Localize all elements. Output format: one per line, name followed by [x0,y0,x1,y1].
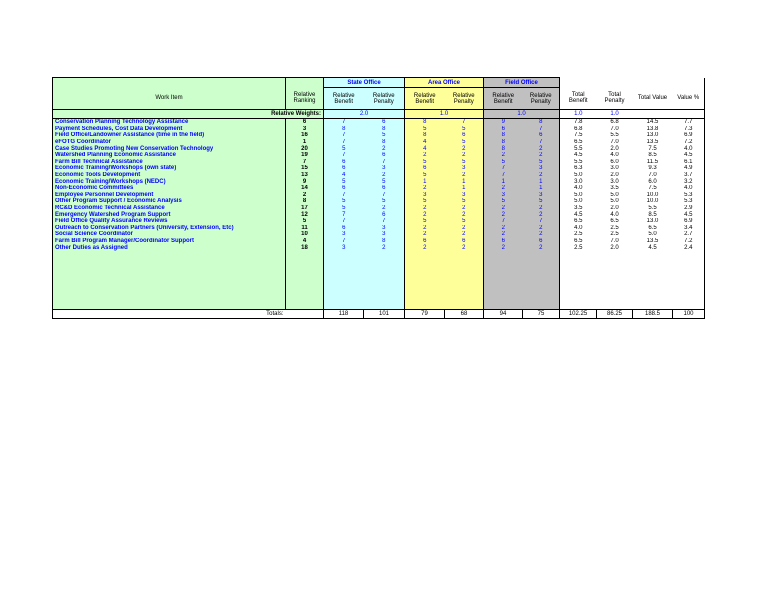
table-row [53,145,705,152]
area-benefit-cell: 2 [405,152,445,159]
total-benefit-cell: 7.8 [560,119,597,126]
state-penalty-cell: 3 [364,165,405,172]
work-item-name: Economic Training/Workshops (NEDC) [53,178,286,185]
field-benefit-cell: 8 [484,145,523,152]
value-pct-cell: 2.7 [673,231,705,238]
state-office-header: State Office [324,78,405,88]
state-penalty-cell: 6 [364,185,405,192]
total-tb-cell: 102.25 [560,309,597,318]
value-pct-cell: 4.5 [673,211,705,218]
total-benefit-cell: 5.0 [560,192,597,199]
field-benefit-cell: 3 [484,192,523,199]
state-benefit-cell: 5 [324,178,364,185]
value-pct-cell: 4.0 [673,185,705,192]
field-penalty-cell: 5 [523,159,560,166]
total-benefit-cell: 5.0 [560,172,597,179]
relative-ranking-cell: 20 [286,145,324,152]
field-penalty-cell: 2 [523,205,560,212]
field-office-header: Field Office [484,78,560,88]
value-pct-cell: 7.3 [673,126,705,133]
state-benefit-cell: 7 [324,218,364,225]
state-penalty-cell: 8 [364,126,405,133]
state-penalty-cell: 5 [364,132,405,139]
state-penalty-cell: 8 [364,139,405,146]
total-penalty-cell: 7.0 [610,139,619,146]
area-penalty-cell: 5 [445,159,484,166]
total-ab-cell: 79 [405,309,445,318]
table-row [53,185,705,192]
state-penalty-cell: 5 [364,178,405,185]
total-fb-cell: 94 [484,309,523,318]
relative-ranking-cell: 3 [286,126,324,133]
value-pct-cell: 6.9 [673,218,705,225]
total-benefit-cell: 4.5 [560,211,597,218]
total-tp-cell: 86.25 [597,309,633,318]
work-item-name: Non-Economic Committees [53,185,286,192]
total-penalty-cell: 7.0 [610,237,619,244]
field-benefit-cell: 2 [484,225,523,232]
field-benefit-cell: 8 [484,132,523,139]
table-row [53,152,705,159]
total-benefit-weight: 1.0 [560,110,597,119]
state-benefit-cell: 7 [324,132,364,139]
field-benefit-cell: 2 [484,205,523,212]
total-value-cell: 13.0 [646,132,659,139]
state-penalty-cell: 8 [364,238,405,245]
field-benefit-cell: 2 [484,231,523,238]
total-value-cell: 10.0 [646,198,659,205]
field-penalty-cell: 2 [523,211,560,218]
area-penalty-cell: 2 [445,152,484,159]
relative-ranking-cell: 16 [286,132,324,139]
field-weight: 1.0 [484,110,560,119]
work-item-ranking-table [52,77,705,319]
state-benefit-cell: 5 [324,145,364,152]
total-ap-cell: 68 [445,309,484,318]
work-item-name: Case Studies Promoting New Conservation Technology [53,145,286,152]
area-penalty-cell: 2 [445,231,484,238]
work-item-name: Economic Training/Workshops (own state) [53,165,286,172]
state-penalty-cell: 6 [364,119,405,126]
state-benefit-cell: 7 [324,119,364,126]
total-value-cell: 13.0 [646,218,659,225]
total-value-cell: 7.5 [648,185,657,192]
area-benefit-header: Relative Benefit [405,88,445,110]
total-value-cell: 6.5 [648,224,657,231]
state-penalty-cell: 7 [364,159,405,166]
area-benefit-cell: 1 [405,178,445,185]
work-item-name: Emergency Watershed Program Support [53,211,286,218]
area-penalty-cell: 2 [445,211,484,218]
total-benefit-cell: 5.5 [560,159,597,166]
total-penalty-cell: 3.0 [610,178,619,185]
value-pct-cell: 4.9 [673,165,705,172]
work-item-name: Other Program Support / Economic Analysis [53,198,286,205]
relative-ranking-cell: 7 [286,159,324,166]
total-value-header: Total Value [637,95,668,102]
work-item-header: Work Item [53,88,286,110]
table-row [53,231,705,238]
field-benefit-cell: 2 [484,185,523,192]
table-row [53,225,705,232]
total-penalty-cell: 5.0 [610,198,619,205]
area-penalty-cell: 2 [445,244,484,251]
state-benefit-cell: 6 [324,225,364,232]
value-pct-cell: 4.5 [673,152,705,159]
state-penalty-header: Relative Penalty [364,88,405,110]
area-benefit-cell: 2 [405,185,445,192]
field-penalty-cell: 6 [523,132,560,139]
field-penalty-cell: 1 [523,178,560,185]
table-row [53,172,705,179]
total-value-cell: 10.0 [646,191,659,198]
area-penalty-cell: 2 [445,205,484,212]
field-penalty-cell: 3 [523,165,560,172]
field-penalty-cell: 7 [523,218,560,225]
relative-ranking-cell: 15 [286,165,324,172]
relative-ranking-cell: 17 [286,205,324,212]
total-penalty-cell: 2.5 [610,224,619,231]
area-benefit-cell: 4 [405,139,445,146]
field-benefit-cell: 8 [484,139,523,146]
total-value-cell: 8.5 [648,152,657,159]
area-penalty-cell: 5 [445,218,484,225]
area-penalty-cell: 5 [445,126,484,133]
totals-row [53,309,705,318]
table-row [53,126,705,133]
value-pct-cell: 3.7 [673,172,705,179]
field-penalty-cell: 6 [523,238,560,245]
field-benefit-cell: 7 [484,165,523,172]
group-header-row [53,78,705,88]
value-pct-cell: 2.4 [673,244,705,251]
relative-ranking-cell: 11 [286,225,324,232]
area-benefit-cell: 2 [405,231,445,238]
area-benefit-cell: 6 [405,165,445,172]
total-value-cell: 13.5 [646,237,659,244]
table-row [53,165,705,172]
field-benefit-cell: 2 [484,244,523,251]
work-item-name: Field Office/Landowner Assistance (time in the field) [53,132,286,139]
total-value-cell: 14.5 [646,119,659,126]
total-value-cell: 5.5 [648,205,657,212]
value-pct-cell: 3.4 [673,225,705,232]
total-penalty-header: Total Penalty [604,92,625,105]
total-penalty-cell: 2.0 [610,205,619,212]
state-weight: 2.0 [324,110,405,119]
area-benefit-cell: 3 [405,192,445,199]
field-penalty-header: Relative Penalty [523,88,560,110]
relative-ranking-cell: 13 [286,172,324,179]
state-penalty-cell: 7 [364,218,405,225]
relative-ranking-cell: 14 [286,185,324,192]
field-penalty-cell: 2 [523,225,560,232]
work-item-name: Farm Bill Technical Assistance [53,159,286,166]
area-benefit-cell: 5 [405,126,445,133]
area-benefit-cell: 5 [405,198,445,205]
total-value-cell: 11.5 [646,158,659,165]
field-benefit-header: Relative Benefit [484,88,523,110]
area-penalty-cell: 6 [445,238,484,245]
total-value-cell: 4.5 [648,244,657,251]
total-value-cell: 5.0 [648,231,657,238]
area-penalty-header: Relative Penalty [445,88,484,110]
relative-ranking-cell: 2 [286,192,324,199]
total-benefit-cell: 6.5 [560,238,597,245]
total-value-cell: 13.5 [646,139,659,146]
field-benefit-cell: 7 [484,172,523,179]
state-benefit-cell: 7 [324,152,364,159]
total-benefit-cell: 4.0 [560,185,597,192]
total-value-cell: 13.8 [646,125,659,132]
table-row [53,139,705,146]
state-penalty-cell: 2 [364,172,405,179]
total-penalty-cell: 6.5 [610,218,619,225]
work-item-name: Outreach to Conservation Partners (University, Extension, Etc) [53,225,286,232]
value-pct-cell: 7.2 [673,238,705,245]
field-penalty-cell: 2 [523,145,560,152]
relative-ranking-cell: 18 [286,244,324,251]
total-penalty-cell: 5.0 [610,191,619,198]
area-benefit-cell: 2 [405,244,445,251]
state-benefit-cell: 5 [324,198,364,205]
area-benefit-cell: 6 [405,238,445,245]
table-row [53,178,705,185]
total-benefit-cell: 6.3 [560,165,597,172]
table-row [53,159,705,166]
area-penalty-cell: 2 [445,172,484,179]
area-office-header: Area Office [405,78,484,88]
relative-ranking-cell: 12 [286,211,324,218]
field-penalty-cell: 2 [523,231,560,238]
field-penalty-cell: 3 [523,192,560,199]
work-item-name: Other Duties as Assigned [53,244,286,251]
field-penalty-cell: 2 [523,172,560,179]
total-penalty-cell: 2.5 [610,231,619,238]
field-penalty-cell: 2 [523,244,560,251]
area-benefit-cell: 4 [405,145,445,152]
state-penalty-cell: 2 [364,145,405,152]
area-penalty-cell: 2 [445,145,484,152]
table-row [53,218,705,225]
total-vp-cell: 100 [673,309,705,318]
total-penalty-cell: 2.0 [610,145,619,152]
area-benefit-cell: 2 [405,225,445,232]
total-benefit-cell: 5.0 [560,198,597,205]
area-penalty-cell: 3 [445,165,484,172]
work-item-name: Social Science Coordinator [53,231,286,238]
work-item-name: Economic Tools Development [53,172,286,179]
area-penalty-cell: 2 [445,225,484,232]
total-penalty-cell: 6.8 [610,119,619,126]
empty-row [53,251,705,310]
total-penalty-cell: 4.0 [610,211,619,218]
state-benefit-cell: 6 [324,185,364,192]
value-pct-cell: 6.9 [673,132,705,139]
work-item-name: Employee Personnel Development [53,192,286,199]
total-penalty-weight: 1.0 [597,110,633,119]
area-penalty-cell: 1 [445,185,484,192]
totals-label: Totals: [53,309,286,318]
area-benefit-cell: 5 [405,159,445,166]
value-pct-cell: 7.7 [673,119,705,126]
table-row [53,119,705,126]
total-penalty-cell: 2.0 [610,244,619,251]
relative-weights-row [53,110,705,119]
field-benefit-cell: 7 [484,218,523,225]
value-pct-cell: 7.2 [673,139,705,146]
total-value-cell: 8.5 [648,211,657,218]
relative-ranking-cell: 6 [286,119,324,126]
state-penalty-cell: 5 [364,198,405,205]
total-penalty-cell: 4.0 [610,152,619,159]
relative-ranking-cell: 4 [286,238,324,245]
total-benefit-cell: 6.8 [560,126,597,133]
field-benefit-cell: 2 [484,211,523,218]
state-benefit-cell: 5 [324,205,364,212]
relative-ranking-cell: 5 [286,218,324,225]
area-penalty-cell: 6 [445,132,484,139]
total-value-cell: 9.3 [648,165,657,172]
table-row [53,244,705,251]
state-benefit-cell: 3 [324,244,364,251]
state-penalty-cell: 6 [364,152,405,159]
total-benefit-cell: 7.5 [560,132,597,139]
table-row [53,211,705,218]
total-benefit-cell: 4.0 [560,225,597,232]
total-benefit-cell: 6.5 [560,218,597,225]
state-penalty-cell: 3 [364,225,405,232]
table-row [53,238,705,245]
relative-ranking-header: Relative Ranking [286,88,324,110]
relative-ranking-cell: 9 [286,178,324,185]
field-benefit-cell: 5 [484,159,523,166]
area-benefit-cell: 2 [405,211,445,218]
table-row [53,198,705,205]
state-benefit-cell: 7 [324,139,364,146]
area-weight: 1.0 [405,110,484,119]
total-sb-cell: 118 [324,309,364,318]
field-penalty-cell: 7 [523,139,560,146]
area-benefit-cell: 5 [405,172,445,179]
total-fp-cell: 75 [523,309,560,318]
relative-ranking-cell: 19 [286,152,324,159]
field-penalty-cell: 2 [523,152,560,159]
work-item-name: RC&D Economic Technical Assistance [53,205,286,212]
area-benefit-cell: 5 [405,218,445,225]
total-benefit-cell: 2.5 [560,244,597,251]
work-item-name: Watershed Planning Economic Assistance [53,152,286,159]
area-benefit-cell: 2 [405,205,445,212]
value-pct-cell: 2.9 [673,205,705,212]
field-benefit-cell: 6 [484,126,523,133]
state-benefit-cell: 7 [324,192,364,199]
state-benefit-cell: 8 [324,126,364,133]
state-benefit-cell: 6 [324,159,364,166]
state-benefit-cell: 7 [324,211,364,218]
column-header-row [53,88,705,110]
state-penalty-cell: 6 [364,211,405,218]
total-benefit-cell: 3.0 [560,178,597,185]
area-penalty-cell: 5 [445,139,484,146]
total-benefit-cell: 3.5 [560,205,597,212]
area-benefit-cell: 8 [405,132,445,139]
field-penalty-cell: 7 [523,126,560,133]
state-penalty-cell: 7 [364,192,405,199]
work-item-name: Conservation Planning Technology Assistance [53,119,286,126]
state-benefit-cell: 7 [324,238,364,245]
relative-ranking-cell: 10 [286,231,324,238]
state-penalty-cell: 3 [364,231,405,238]
state-penalty-cell: 2 [364,244,405,251]
value-pct-cell: 4.0 [673,145,705,152]
value-pct-cell: 5.3 [673,192,705,199]
total-penalty-cell: 2.0 [610,172,619,179]
state-benefit-cell: 4 [324,172,364,179]
state-benefit-header: Relative Benefit [324,88,364,110]
total-sp-cell: 101 [364,309,405,318]
total-benefit-cell: 4.5 [560,152,597,159]
total-benefit-cell: 5.5 [560,145,597,152]
table-row [53,132,705,139]
field-penalty-cell: 5 [523,198,560,205]
total-benefit-header: Total Benefit [560,88,597,110]
area-penalty-cell: 5 [445,198,484,205]
total-benefit-cell: 2.5 [560,231,597,238]
total-value-cell: 7.5 [648,145,657,152]
state-benefit-cell: 3 [324,231,364,238]
relative-ranking-cell: 8 [286,198,324,205]
field-benefit-cell: 6 [484,238,523,245]
field-penalty-cell: 8 [523,119,560,126]
total-tv-cell: 188.5 [633,309,673,318]
area-penalty-cell: 7 [445,119,484,126]
total-penalty-cell: 3.5 [610,185,619,192]
area-penalty-cell: 1 [445,178,484,185]
total-benefit-cell: 6.5 [560,139,597,146]
value-pct-cell: 5.3 [673,198,705,205]
table-row [53,205,705,212]
field-benefit-cell: 2 [484,152,523,159]
total-penalty-cell: 7.0 [610,125,619,132]
value-pct-header: Value % [673,88,705,110]
value-pct-cell: 6.1 [673,159,705,166]
state-benefit-cell: 6 [324,165,364,172]
work-item-name: eFOTG Coordinator [53,139,286,146]
field-penalty-cell: 1 [523,185,560,192]
state-penalty-cell: 2 [364,205,405,212]
table-row [53,192,705,199]
field-benefit-cell: 1 [484,178,523,185]
total-penalty-cell: 3.0 [610,165,619,172]
total-value-cell: 6.0 [648,178,657,185]
work-item-name: Farm Bill Program Manager/Coordinator Support [53,238,286,245]
total-penalty-cell: 6.0 [610,158,619,165]
value-pct-cell: 3.2 [673,178,705,185]
relative-ranking-cell: 1 [286,139,324,146]
area-penalty-cell: 3 [445,192,484,199]
work-item-name: Payment Schedules, Cost Data Development [53,126,286,133]
area-benefit-cell: 8 [405,119,445,126]
total-value-cell: 7.0 [648,172,657,179]
relative-weights-label: Relative Weights: [53,110,324,119]
field-benefit-cell: 5 [484,198,523,205]
field-benefit-cell: 9 [484,119,523,126]
work-item-name: Field Office Quality Assurance Reviews [53,218,286,225]
total-penalty-cell: 5.5 [610,132,619,139]
